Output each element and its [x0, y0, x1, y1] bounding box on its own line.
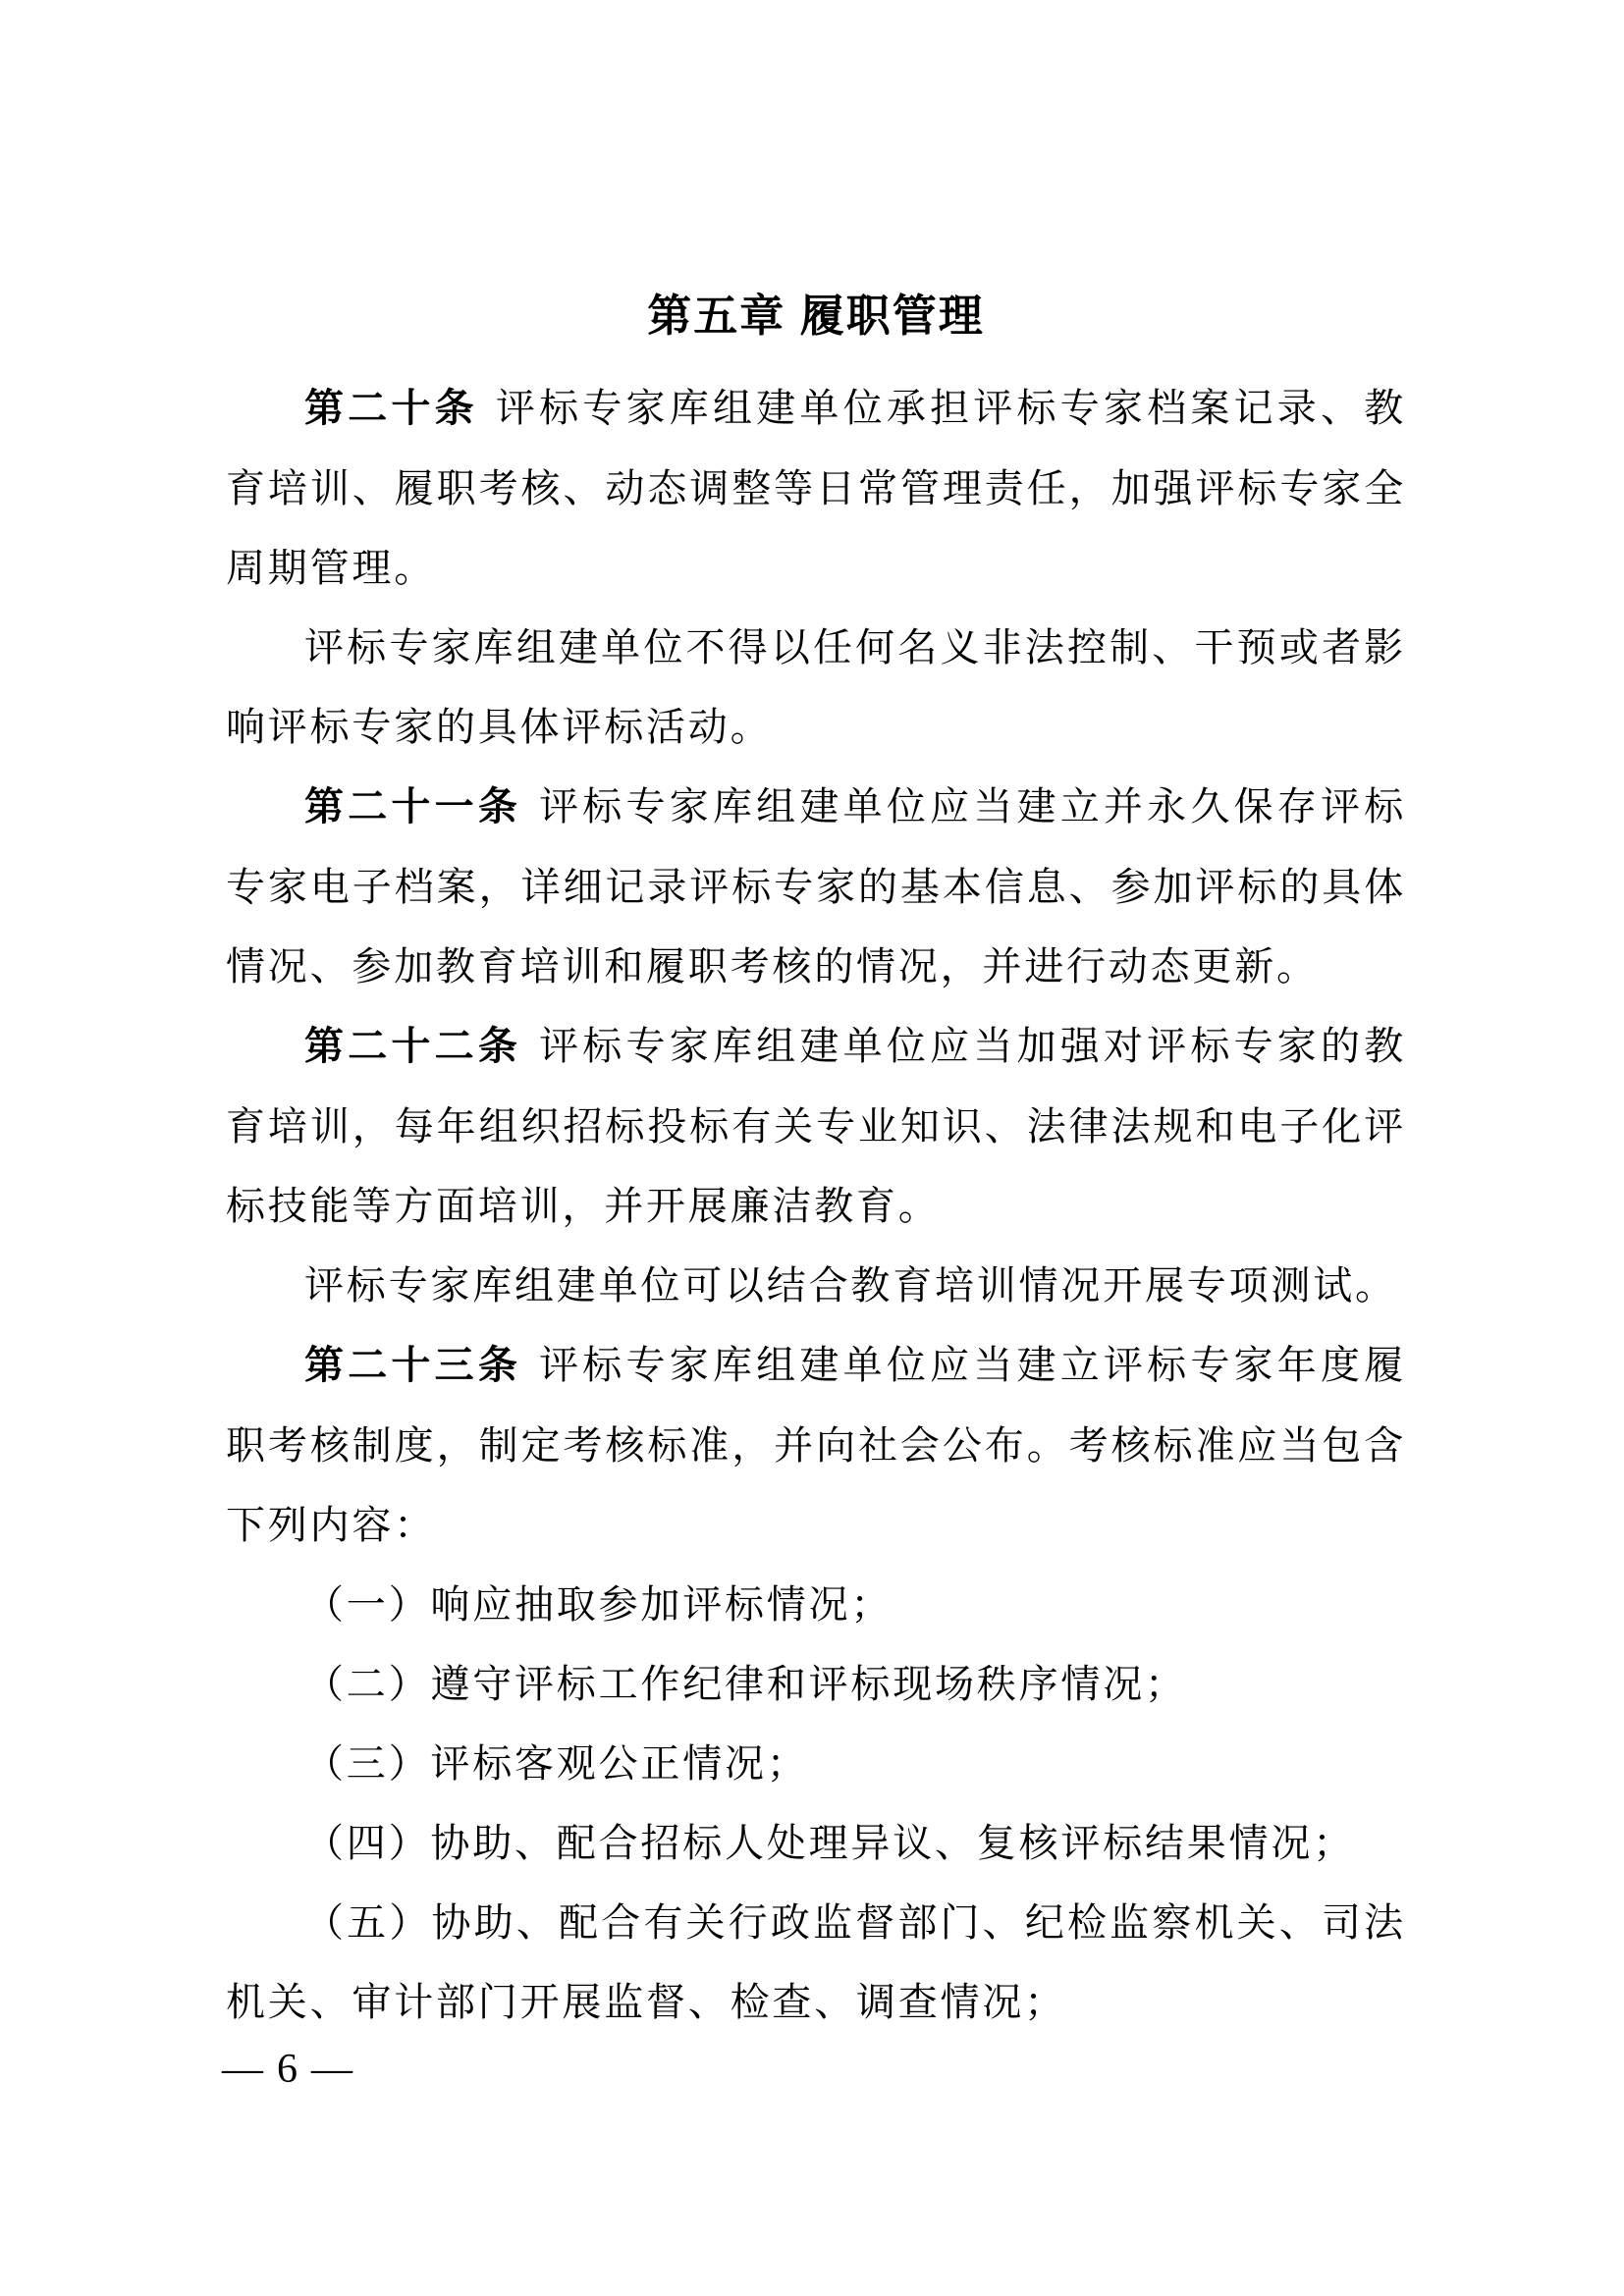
article-paragraph [226, 368, 1406, 608]
document-body [226, 368, 1406, 2042]
body-paragraph [226, 1644, 1406, 1724]
body-paragraph [226, 1246, 1406, 1325]
article-number-label: 第二十一条 [304, 785, 522, 828]
article-paragraph [226, 1325, 1406, 1565]
body-paragraph [226, 1883, 1406, 2042]
body-paragraph [226, 1724, 1406, 1803]
paragraph-text: 评标专家库组建单位不得以任何名义非法控制、干预或者影响评标专家的具体评标活动。 [226, 625, 1406, 749]
chapter-title: 第五章 履职管理 [647, 291, 985, 341]
body-paragraph [226, 1565, 1406, 1644]
article-number-label: 第二十三条 [304, 1344, 522, 1387]
article-number-label: 第二十条 [304, 387, 478, 430]
paragraph-text: 评标专家库组建单位应当加强对评标专家的教育培训，每年组织招标投标有关专业知识、法律法规和电子化评标技能等方面培训，并开展廉洁教育。 [226, 1024, 1407, 1228]
document-content [226, 276, 1406, 2042]
page-number: 6 [277, 2047, 298, 2092]
page-footer [222, 2044, 352, 2095]
article-paragraph [226, 767, 1406, 1006]
paragraph-text: （二）遵守评标工作纪律和评标现场秩序情况； [304, 1662, 1187, 1706]
paragraph-text: 评标专家库组建单位应当建立并永久保存评标专家电子档案，详细记录评标专家的基本信息、参加评标的具体情况、参加教育培训和履职考核的情况，并进行动态更新。 [226, 784, 1407, 988]
paragraph-text: 评标专家库组建单位应当建立评标专家年度履职考核制度，制定考核标准，并向社会公布。考核标准应当包含下列内容： [226, 1343, 1407, 1547]
paragraph-text: 评标专家库组建单位可以结合教育培训情况开展专项测试。 [304, 1263, 1397, 1308]
article-paragraph [226, 1006, 1406, 1246]
footer-left-dash: — [222, 2047, 263, 2092]
article-number-label: 第二十二条 [304, 1025, 522, 1068]
paragraph-text: （四）协助、配合招标人处理异议、复核评标结果情况； [304, 1821, 1355, 1865]
paragraph-text: （一）响应抽取参加评标情况； [304, 1582, 893, 1627]
footer-right-dash: — [311, 2047, 352, 2092]
paragraph-text: 评标专家库组建单位承担评标专家档案记录、教育培训、履职考核、动态调整等日常管理责任，加强评标专家全周期管理。 [226, 386, 1406, 590]
body-paragraph [226, 1803, 1406, 1883]
body-paragraph [226, 608, 1406, 767]
paragraph-text: （五）协助、配合有关行政监督部门、纪检监察机关、司法机关、审计部门开展监督、检查、调查情况； [226, 1900, 1406, 2024]
paragraph-text: （三）评标客观公正情况； [304, 1741, 809, 1786]
